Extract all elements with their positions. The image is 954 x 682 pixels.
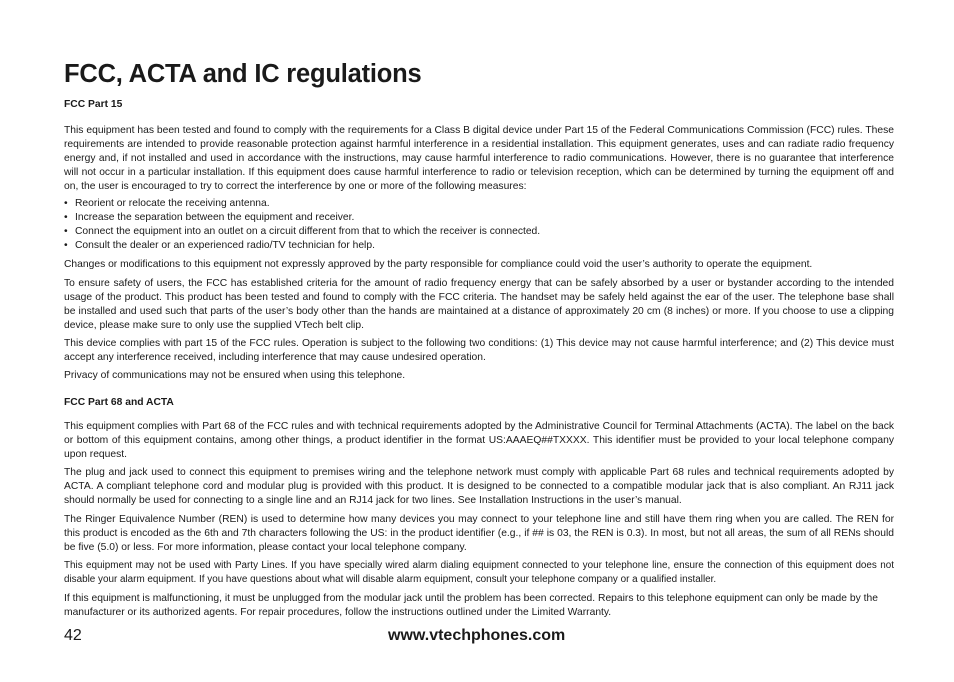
fcc15-paragraph-3: To ensure safety of users, the FCC has established criteria for the amount of radio frequency energy that can be safely absorbed by a user or bystander according to the intended usage of the product. This product has been tested and found to comply with the FCC criteria. The handset may be safely held against the ear of the user. The telephone base shall be installed and used such that parts of the user’s body other than the hands are maintained at a distance of approximately 20 cm (8 inches) or more. If you choose to use a clipping device, please make sure to only use the supplied VTech belt clip. [64,278,894,331]
list-item: • Increase the separation between the equipment and receiver. [64,211,540,225]
fcc68-paragraph-5: If this equipment is malfunctioning, it must be unplugged from the modular jack until the problem has been corrected. Repairs to this telephone equipment can only be made by the manufacturer or its authorized agents. For repair procedures, follow the instructions outlined under the Limited Warranty. [64,593,878,618]
fcc15-paragraph-5: Privacy of communications may not be ensured when using this telephone. [64,370,406,381]
fcc15-measures-list [64,197,540,253]
fcc15-paragraph-4: This device complies with part 15 of the FCC rules. Operation is subject to the following two conditions: (1) This device may not cause harmful interference; and (2) This device must accept any interference received, including interference that may cause undesired operation. [64,338,894,363]
fcc68-paragraph-1: This equipment complies with Part 68 of the FCC rules and with technical requirements adopted by the Administrative Council for Terminal Attachments (ACTA). The label on the back or bottom of this equipment contains, among other things, a product identifier in the format US:AAAEQ##TXXXX. This identifier must be provided to your local telephone company upon request. [64,421,894,460]
page-number: 42 [64,627,82,644]
section-heading-fcc-part-15: FCC Part 15 [64,99,123,110]
fcc68-paragraph-2: The plug and jack used to connect this equipment to premises wiring and the telephone network must comply with applicable Part 68 rules and technical requirements adopted by ACTA. A compliant telephone cord and modular plug is provided with this product. It is designed to be connected to a compatible modular jack that is also compliant. An RJ11 jack should normally be used for connecting to a single line and an RJ14 jack for two lines. See Installation Instructions in the user’s manual. [64,467,894,506]
page-title: FCC, ACTA and IC regulations [64,60,422,88]
list-item: • Connect the equipment into an outlet on a circuit different from that to which the receiver is connected. [64,225,540,239]
website-url: www.vtechphones.com [388,627,566,644]
fcc68-paragraph-3: The Ringer Equivalence Number (REN) is used to determine how many devices you may connect to your telephone line and still have them ring when you are called. The REN for this product is encoded as the 6th and 7th characters following the US: in the product identifier (e.g., if ## is 03, the REN is 0.3). In most, but not all areas, the sum of all RENs should be five (5.0) or less. For more information, please contact your local telephone company. [64,514,894,553]
fcc15-paragraph-1: This equipment has been tested and found to comply with the requirements for a Class B digital device under Part 15 of the Federal Communications Commission (FCC) rules. These requirements are intended to provide reasonable protection against harmful interference in a residential installation. This equipment generates, uses and can radiate radio frequency energy and, if not installed and used in accordance with the instructions, may cause harmful interference to radio communications. However, there is no guarantee that interference will not occur in a particular installation. If this equipment does cause harmful interference to radio or television reception, which can be determined by turning the equipment off and on, the user is encouraged to try to correct the interference by one or more of the following measures: [64,125,894,192]
list-item: • Consult the dealer or an experienced radio/TV technician for help. [64,239,540,253]
section-heading-fcc-part-68: FCC Part 68 and ACTA [64,397,174,408]
fcc15-paragraph-2: Changes or modifications to this equipment not expressly approved by the party responsible for compliance could void the user’s authority to operate the equipment. [64,259,813,270]
fcc68-paragraph-4: This equipment may not be used with Party Lines. If you have specially wired alarm dialing equipment connected to your telephone line, ensure the connection of this equipment does not disable your alarm equipment. If you have questions about what will disable alarm equipment, consult your telephone company or a qualified installer. [64,560,894,585]
list-item: • Reorient or relocate the receiving antenna. [64,197,540,211]
